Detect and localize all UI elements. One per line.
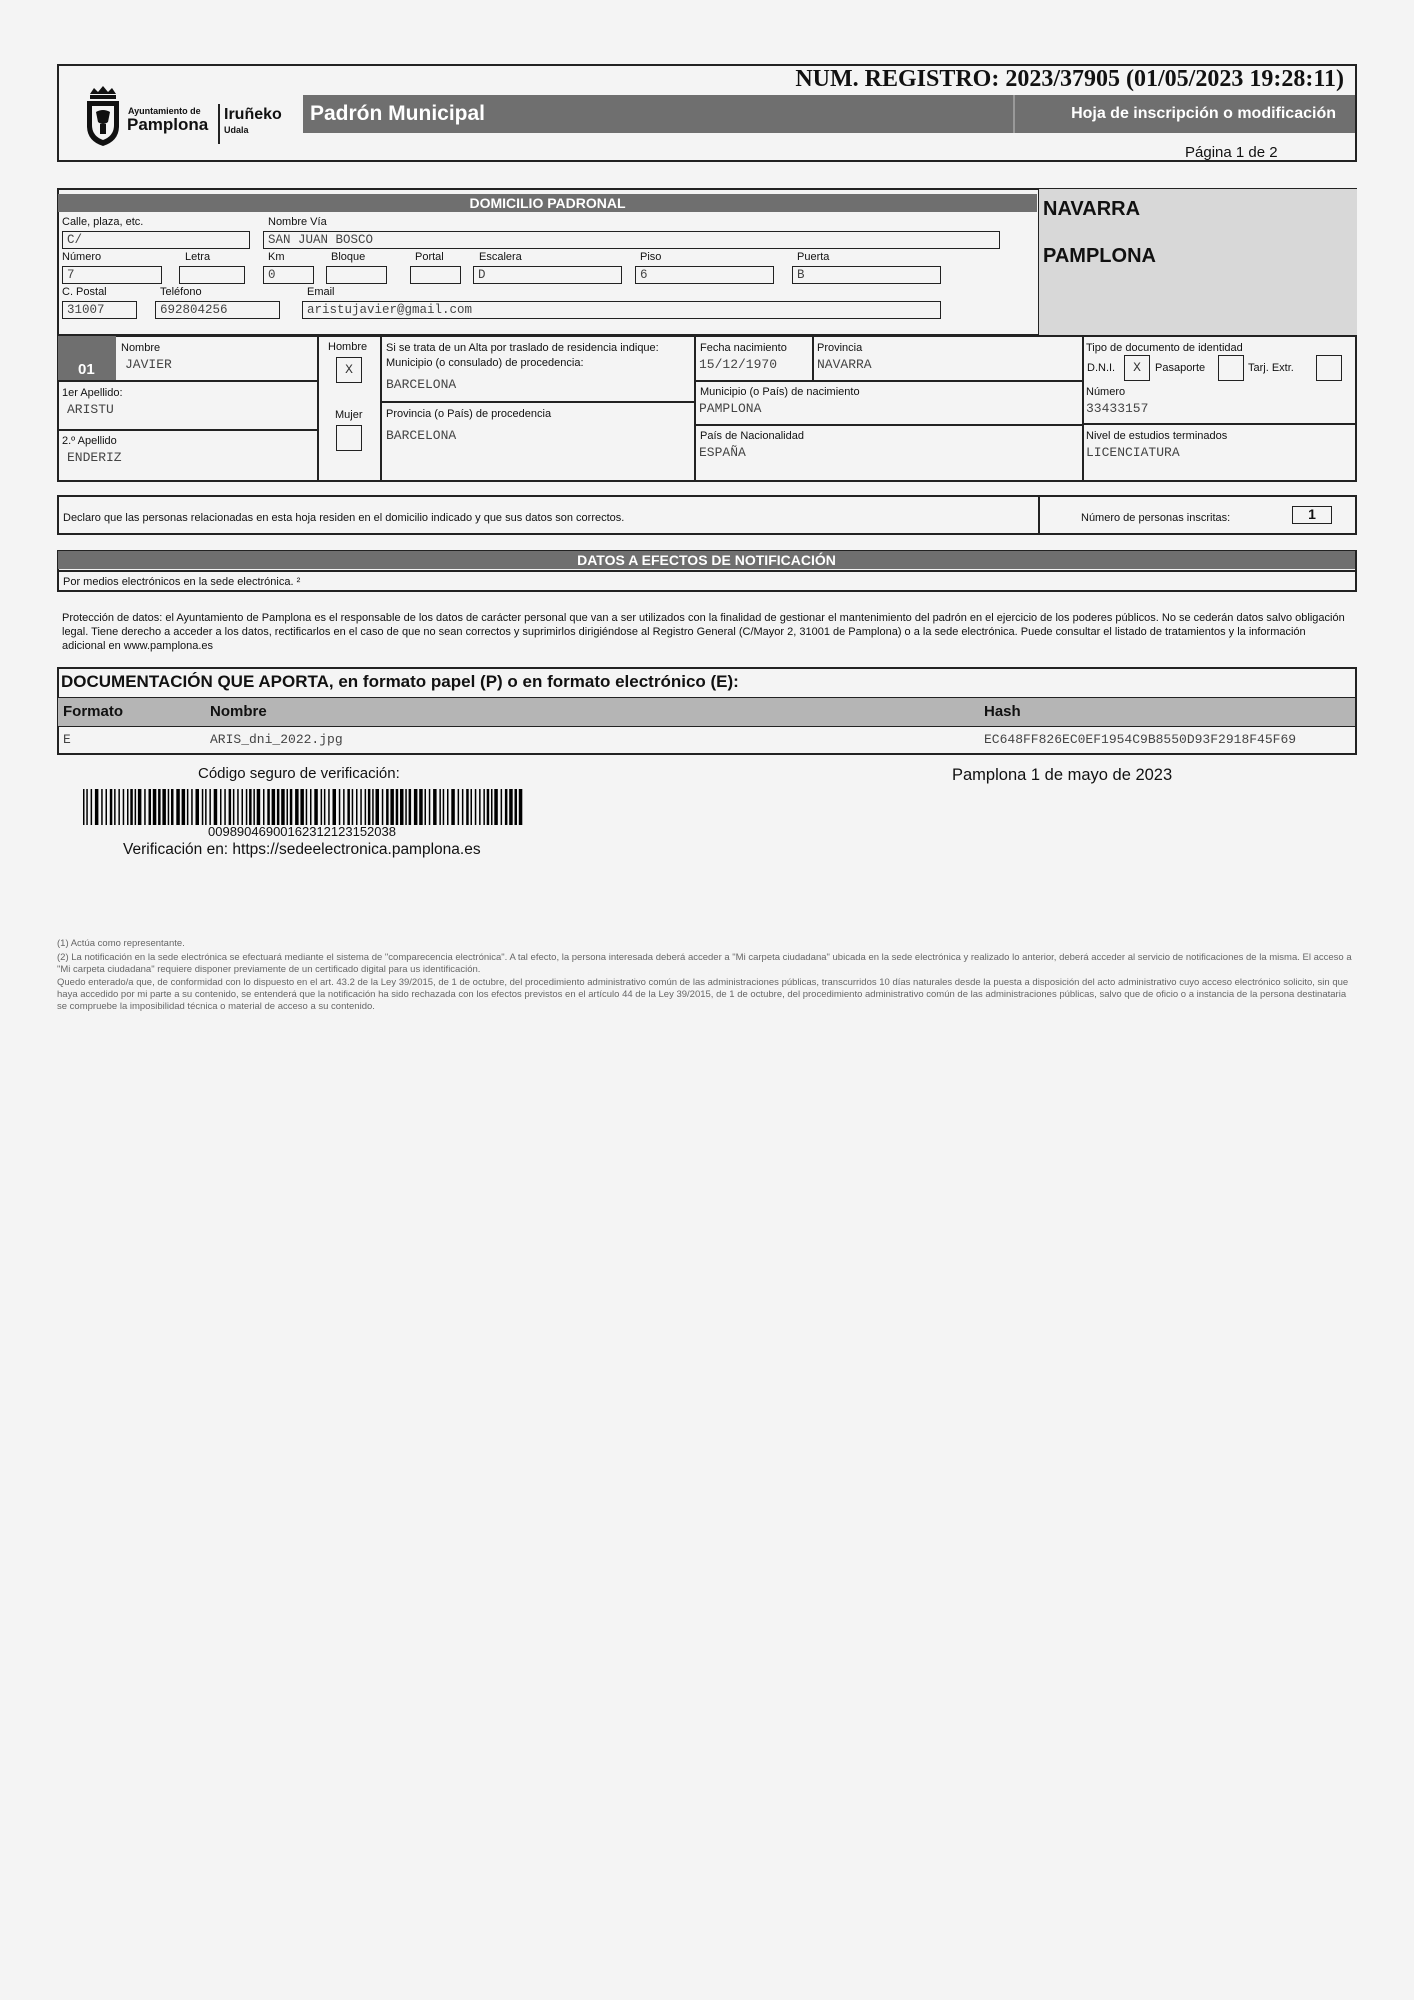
- dni-label: D.N.I.: [1087, 362, 1116, 374]
- barcode-bar: [277, 789, 280, 825]
- barcode-bar: [118, 789, 120, 825]
- barcode-bar: [237, 789, 239, 825]
- barcode-bar: [229, 789, 232, 825]
- barcode-bar: [295, 789, 299, 825]
- numero-field[interactable]: 7: [62, 266, 162, 284]
- doc-header-nombre: Nombre: [210, 703, 267, 720]
- barcode-bar: [233, 789, 235, 825]
- barcode-bar: [224, 789, 226, 825]
- mujer-label: Mujer: [335, 409, 363, 421]
- nota-1: (1) Actúa como representante.: [57, 938, 185, 949]
- barcode-bar: [382, 789, 384, 825]
- barcode-bar: [368, 789, 371, 825]
- km-field[interactable]: 0: [263, 266, 314, 284]
- barcode-bar: [110, 789, 113, 825]
- barcode-bar: [405, 789, 407, 825]
- piso-field[interactable]: 6: [635, 266, 774, 284]
- barcode-bar: [263, 789, 265, 825]
- barcode-bar: [339, 789, 341, 825]
- col-line-1: [317, 336, 319, 482]
- fecha-nac-label: Fecha nacimiento: [700, 342, 787, 354]
- tarj-label: Tarj. Extr.: [1248, 362, 1294, 374]
- barcode-bar: [372, 789, 374, 825]
- barcode-bar: [501, 789, 503, 825]
- barcode-bar: [451, 789, 455, 825]
- barcode-bar: [505, 789, 508, 825]
- barcode-bar: [101, 789, 103, 825]
- barcode-bar: [123, 789, 125, 825]
- email-field[interactable]: aristujavier@gmail.com: [302, 301, 941, 319]
- barcode-bar: [253, 789, 255, 825]
- fecha-nac-value[interactable]: 15/12/1970: [699, 357, 778, 372]
- barcode-bar: [149, 789, 152, 825]
- barcode-bar: [267, 789, 270, 825]
- barcode-bar: [365, 789, 367, 825]
- cp-label: C. Postal: [62, 286, 107, 298]
- tarj-checkbox[interactable]: [1316, 355, 1342, 381]
- telefono-label: Teléfono: [160, 286, 202, 298]
- letra-field[interactable]: [179, 266, 245, 284]
- puerta-label: Puerta: [797, 251, 830, 263]
- barcode-bar: [191, 789, 193, 825]
- barcode-bar: [127, 789, 129, 825]
- barcode-bar: [471, 789, 473, 825]
- barcode-bar: [396, 789, 399, 825]
- letra-label: Letra: [185, 251, 211, 263]
- tipo-doc-label: Tipo de documento de identidad: [1086, 342, 1243, 354]
- pasaporte-checkbox[interactable]: [1218, 355, 1244, 381]
- logo-text-1: Ayuntamiento de: [128, 106, 201, 116]
- barcode-bar: [196, 789, 200, 825]
- estudios-label: Nivel de estudios terminados: [1086, 430, 1228, 442]
- barcode-bar: [202, 789, 204, 825]
- bloque-label: Bloque: [331, 251, 366, 263]
- barcode-bar: [83, 789, 85, 825]
- barcode-bar: [439, 789, 441, 825]
- barcode-bar: [475, 789, 477, 825]
- km-label: Km: [268, 251, 285, 263]
- nota-3: Quedo enterado/a que, de conformidad con lo dispuesto en el art. 43.2 de la Ley 39/2015, de 1 de octubre, del procedimiento administrativo común de las administraciones públicas, transcurridos 10 días naturales desde la puesta a disposición del acto administrativo cuyo acceso electrónico solicito, sin que haya accedido por mi parte a su contenido, se entenderá que la notificación ha sido rechazada con los efectos previstos en el artículo 44 de la Ley 39/2015, de 1 de octubre, del procedimiento administrativo común de las administraciones públicas, salvo que de oficio o a instancia de la persona destinataria se compruebe la imposibilidad técnica o material de acceso a su contenido.: [57, 977, 1349, 1012]
- barcode-bar: [425, 789, 427, 825]
- piso-label: Piso: [640, 251, 662, 263]
- provincia-proc-value[interactable]: BARCELONA: [386, 428, 457, 443]
- barcode-bar: [106, 789, 108, 825]
- registro-number: NUM. REGISTRO: 2023/37905 (01/05/2023 19:28:11): [795, 66, 1344, 92]
- barcode-bar: [86, 789, 88, 825]
- dni-checkbox[interactable]: X: [1124, 355, 1150, 381]
- telefono-field[interactable]: 692804256: [155, 301, 280, 319]
- puerta-field[interactable]: B: [792, 266, 941, 284]
- escalera-label: Escalera: [479, 251, 522, 263]
- barcode-bar: [176, 789, 180, 825]
- barcode-bar: [158, 789, 161, 825]
- page-number: Página 1 de 2: [1185, 144, 1278, 161]
- barcode-bar: [483, 789, 485, 825]
- logo-text-2: Pamplona: [127, 115, 209, 134]
- municipio-proc-value[interactable]: BARCELONA: [386, 377, 457, 392]
- barcode-bar: [187, 789, 189, 825]
- barcode-bar: [220, 789, 222, 825]
- portal-label: Portal: [415, 251, 444, 263]
- barcode-bar: [347, 789, 350, 825]
- barcode-bar: [290, 789, 293, 825]
- barcode-bar: [168, 789, 170, 825]
- barcode-bar: [409, 789, 412, 825]
- codigo-label: Código seguro de verificación:: [198, 765, 400, 782]
- doc-row-nombre[interactable]: ARIS_dni_2022.jpg: [210, 732, 343, 747]
- barcode-bar: [310, 789, 312, 825]
- barcode-bar: [209, 789, 211, 825]
- doc-row-hash: EC648FF826EC0EF1954C9B8550D93F2918F45F69: [984, 732, 1297, 747]
- barcode-bar: [400, 789, 404, 825]
- barcode-bar: [429, 789, 431, 825]
- doc-header-hash: Hash: [984, 703, 1021, 720]
- row-line-3: [381, 401, 694, 403]
- calle-label: Calle, plaza, etc.: [62, 216, 144, 228]
- notificacion-line: [58, 570, 1355, 572]
- coat-of-arms-icon: [84, 86, 122, 148]
- row-line-6: [1083, 423, 1356, 425]
- apellido1-label: 1er Apellido:: [62, 387, 123, 399]
- logo-text-3: Iruñeko: [224, 106, 282, 123]
- barcode-bar: [257, 789, 261, 825]
- notificacion-title: DATOS A EFECTOS DE NOTIFICACIÓN: [58, 551, 1355, 569]
- fecha-lugar: Pamplona 1 de mayo de 2023: [952, 766, 1173, 784]
- pasaporte-label: Pasaporte: [1155, 362, 1206, 374]
- barcode-bar: [95, 789, 99, 825]
- email-label: Email: [307, 286, 335, 298]
- barcode-bar: [249, 789, 252, 825]
- barcode-bar: [356, 789, 358, 825]
- row-line-4: [695, 380, 1082, 382]
- portal-field[interactable]: [410, 266, 461, 284]
- row-line-5: [695, 424, 1082, 426]
- barcode-bar: [114, 789, 116, 825]
- nombre-value[interactable]: JAVIER: [125, 357, 172, 372]
- barcode-bar: [447, 789, 449, 825]
- barcode-bar: [419, 789, 423, 825]
- row-line-2: [58, 429, 317, 431]
- domicilio-municipio: PAMPLONA: [1043, 245, 1156, 267]
- barcode-icon: [83, 789, 527, 825]
- estudios-value[interactable]: LICENCIATURA: [1086, 445, 1180, 460]
- barcode-bar: [91, 789, 93, 825]
- municipio-nac-label: Municipio (o País) de nacimiento: [700, 386, 860, 398]
- barcode-bar: [386, 789, 389, 825]
- proteccion-text: Protección de datos: el Ayuntamiento de Pamplona es el responsable de los datos de carácter personal que van a ser utilizados con la finalidad de gestionar el mantenimiento del padrón en el ejercicio de los poderes públicos. No se cederán datos salvo obligación legal. Tiene derecho a acceder a los datos, rectificarlos en el caso de que no sean correctos y suprimirlos dirigiéndose al Registro General (C/Mayor 2, 31001 de Pamplona) o a la sede electrónica. Puede consultar el listado de tratamientos y la información adicional en www.pamplona.es: [62, 612, 1345, 652]
- barcode-bar: [205, 789, 207, 825]
- inscritas-label: Número de personas inscritas:: [1081, 512, 1231, 524]
- barcode-bar: [352, 789, 354, 825]
- via-field[interactable]: SAN JUAN BOSCO: [263, 231, 1000, 249]
- barcode-bar: [281, 789, 285, 825]
- barcode-bar: [491, 789, 493, 825]
- barcode-bar: [135, 789, 137, 825]
- barcode-bar: [515, 789, 518, 825]
- domicilio-title: DOMICILIO PADRONAL: [58, 194, 1037, 212]
- barcode-bar: [479, 789, 481, 825]
- apellido2-label: 2.º Apellido: [62, 435, 117, 447]
- col-line-4: [812, 336, 814, 380]
- documentacion-title: DOCUMENTACIÓN QUE APORTA, en formato papel (P) o en formato electrónico (E):: [61, 672, 739, 691]
- row-line-1: [58, 380, 317, 382]
- col-line-3: [694, 336, 696, 482]
- pamplona-logo: [84, 86, 294, 148]
- barcode-bar: [214, 789, 218, 825]
- nacionalidad-value[interactable]: ESPAÑA: [699, 445, 746, 460]
- barcode-bar: [328, 789, 330, 825]
- calle-field[interactable]: C/: [62, 231, 250, 249]
- bloque-field[interactable]: [326, 266, 387, 284]
- barcode-bar: [390, 789, 394, 825]
- numero-doc-label: Número: [1086, 386, 1126, 398]
- logo-text-4: Udala: [224, 125, 249, 135]
- hombre-label: Hombre: [328, 341, 368, 353]
- alta-label: Si se trata de un Alta por traslado de residencia indique:: [386, 342, 659, 354]
- barcode-bar: [360, 789, 362, 825]
- via-label: Nombre Vía: [268, 216, 327, 228]
- barcode-bar: [462, 789, 464, 825]
- barcode-bar: [519, 789, 523, 825]
- nota-2: (2) La notificación en la sede electrónica se efectuará mediante el sistema de "comparecencia electrónica". A tal efecto, la persona interesada deberá acceder a "Mi carpeta ciudadana" ubicada en la sede electrónica y realizado lo anterior, deberá acceder al servicio de notificaciones de la misma. El acceso a "Mi carpeta ciudadana" requiere disponer previamente de un certificado digital para us identificación.: [57, 952, 1352, 975]
- barcode-bar: [138, 789, 142, 825]
- verificacion-url[interactable]: Verificación en: https://sedeelectronica.pamplona.es: [123, 841, 481, 858]
- barcode-bar: [443, 789, 445, 825]
- barcode-bar: [242, 789, 244, 825]
- barcode-bar: [509, 789, 513, 825]
- hombre-checkbox[interactable]: X: [336, 357, 362, 383]
- cp-field[interactable]: 31007: [62, 301, 137, 319]
- apellido1-value[interactable]: ARISTU: [67, 402, 114, 417]
- nacionalidad-label: País de Nacionalidad: [700, 430, 804, 442]
- domicilio-provincia: NAVARRA: [1043, 198, 1141, 220]
- barcode-bar: [376, 789, 380, 825]
- persona-number: 01: [78, 361, 95, 378]
- municipio-nac-value[interactable]: PAMPLONA: [699, 401, 762, 416]
- barcode-bar: [487, 789, 490, 825]
- hoja-title: Hoja de inscripción o modificación: [1071, 105, 1336, 122]
- col-line-2: [380, 336, 382, 482]
- barcode-bar: [300, 789, 304, 825]
- escalera-field[interactable]: D: [473, 266, 622, 284]
- barcode-bar: [171, 789, 174, 825]
- barcode-bar: [314, 789, 318, 825]
- barcode-bar: [162, 789, 166, 825]
- doc-header-formato: Formato: [63, 703, 123, 720]
- mujer-checkbox[interactable]: [336, 425, 362, 451]
- barcode-bar: [182, 789, 186, 825]
- provincia-label: Provincia: [817, 342, 863, 354]
- provincia-value[interactable]: NAVARRA: [817, 357, 872, 372]
- municipio-proc-label: Municipio (o consulado) de procedencia:: [386, 357, 584, 369]
- provincia-proc-label: Provincia (o País) de procedencia: [386, 408, 552, 420]
- barcode-bar: [321, 789, 323, 825]
- barcode-bar: [246, 789, 248, 825]
- nombre-label: Nombre: [121, 342, 161, 354]
- numero-doc-value[interactable]: 33433157: [1086, 401, 1149, 416]
- barcode-bar: [494, 789, 498, 825]
- barcode-bar: [466, 789, 469, 825]
- barcode-bar: [287, 789, 289, 825]
- col-line-5: [1082, 336, 1084, 482]
- barcode-bar: [324, 789, 326, 825]
- barcode-bar: [333, 789, 337, 825]
- barcode-bar: [458, 789, 460, 825]
- barcode-bar: [343, 789, 345, 825]
- apellido2-value[interactable]: ENDERIZ: [67, 450, 122, 465]
- declaracion-divider: [1038, 496, 1040, 534]
- barcode-bar: [130, 789, 133, 825]
- codigo-value: 00989046900162312123152038: [208, 824, 396, 839]
- barcode-bar: [414, 789, 418, 825]
- barcode-bar: [153, 789, 157, 825]
- padron-title: Padrón Municipal: [310, 102, 486, 125]
- inscritas-value[interactable]: 1: [1292, 506, 1332, 524]
- notificacion-text: Por medios electrónicos en la sede electrónica. ²: [63, 576, 301, 588]
- logo-divider: [218, 104, 220, 144]
- barcode-bar: [272, 789, 276, 825]
- doc-row-formato: E: [63, 732, 71, 747]
- barcode-bar: [144, 789, 146, 825]
- numero-label: Número: [62, 251, 102, 263]
- declaracion-text: Declaro que las personas relacionadas en esta hoja residen en el domicilio indicado y que sus datos son correctos.: [63, 512, 625, 524]
- barcode-bar: [306, 789, 308, 825]
- banner-divider: [1013, 95, 1015, 133]
- barcode-bar: [433, 789, 437, 825]
